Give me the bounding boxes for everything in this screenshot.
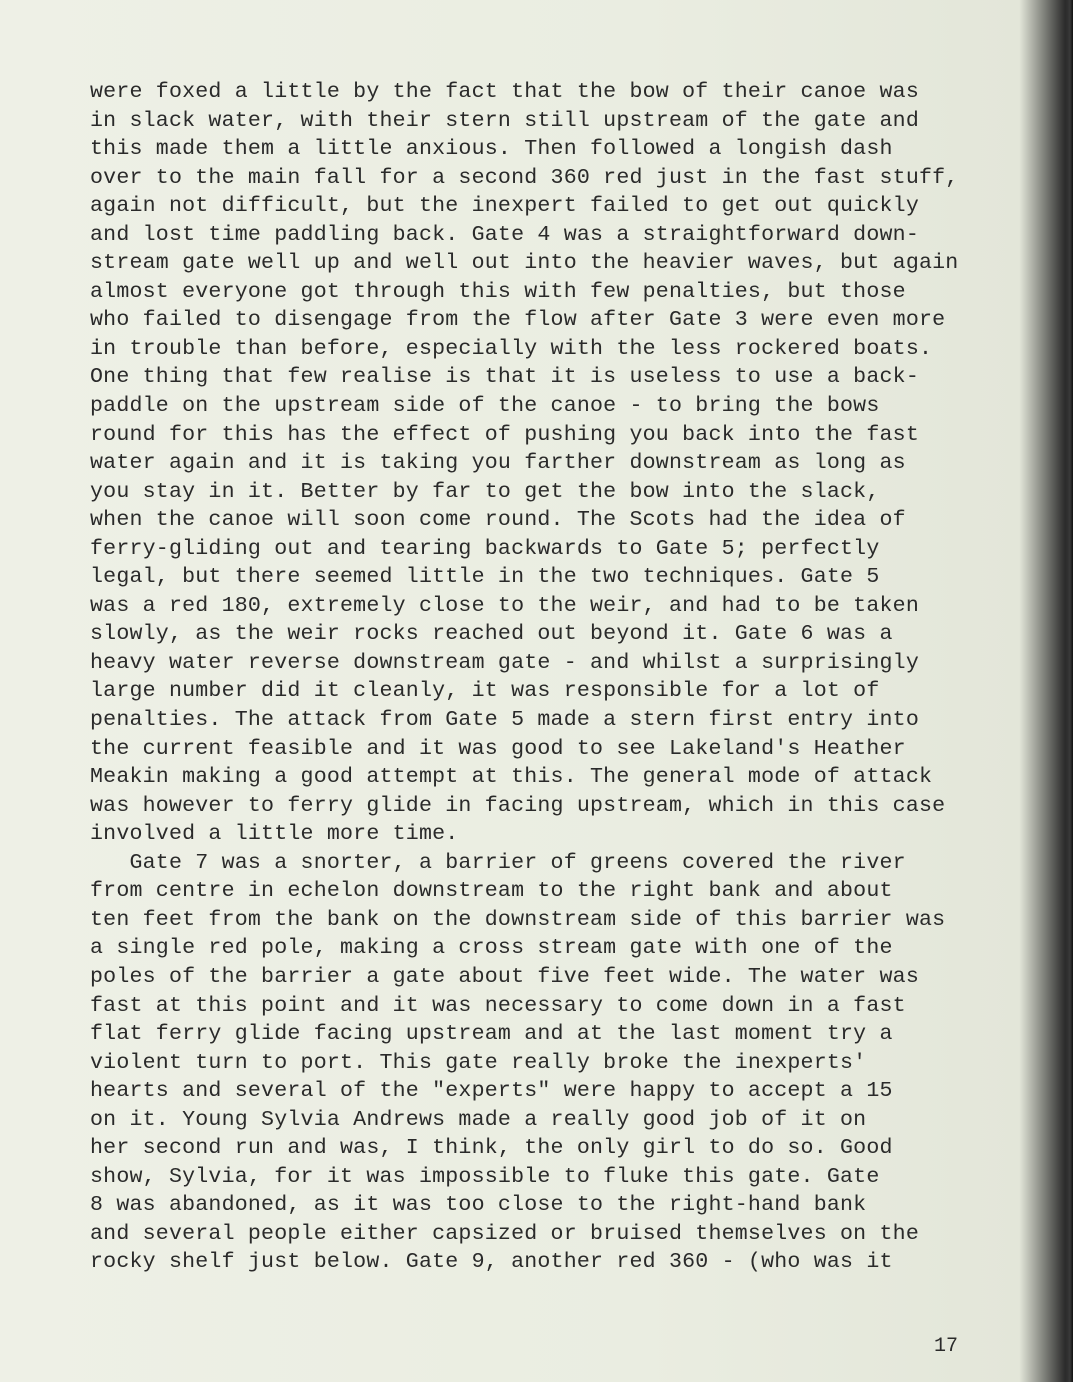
- text-line: round for this has the effect of pushing you back into the fast: [90, 422, 919, 447]
- text-line: a single red pole, making a cross stream gate with one of the: [90, 936, 893, 961]
- text-line: legal, but there seemed little in the two techniques. Gate 5: [90, 565, 880, 590]
- text-line: was however to ferry glide in facing upstream, which in this case: [90, 793, 946, 818]
- text-line: and lost time paddling back. Gate 4 was a straightforward down-: [90, 222, 919, 247]
- text-line: on it. Young Sylvia Andrews made a really good job of it on: [90, 1107, 867, 1132]
- text-line: 8 was abandoned, as it was too close to the right-hand bank: [90, 1193, 867, 1218]
- text-line: penalties. The attack from Gate 5 made a stern first entry into: [90, 708, 919, 733]
- text-line: and several people either capsized or bruised themselves on the: [90, 1221, 919, 1246]
- text-line: Gate 7 was a snorter, a barrier of greens covered the river: [90, 850, 906, 875]
- text-line: over to the main fall for a second 360 red just in the fast stuff,: [90, 165, 959, 190]
- text-line: in trouble than before, especially with the less rockered boats.: [90, 336, 933, 361]
- text-line: hearts and several of the "experts" were happy to accept a 15: [90, 1079, 893, 1104]
- text-line: again not difficult, but the inexpert failed to get out quickly: [90, 194, 919, 219]
- text-line: the current feasible and it was good to see Lakeland's Heather: [90, 736, 906, 761]
- text-line: slowly, as the weir rocks reached out beyond it. Gate 6 was a: [90, 622, 893, 647]
- text-line: in slack water, with their stern still upstream of the gate and: [90, 108, 919, 133]
- text-line: was a red 180, extremely close to the weir, and had to be taken: [90, 593, 919, 618]
- text-line: who failed to disengage from the flow after Gate 3 were even more: [90, 308, 946, 333]
- text-line: large number did it cleanly, it was responsible for a lot of: [90, 679, 880, 704]
- text-line: rocky shelf just below. Gate 9, another red 360 - (who was it: [90, 1250, 893, 1275]
- text-line: ten feet from the bank on the downstream side of this barrier was: [90, 907, 946, 932]
- body-text: [90, 78, 1040, 1277]
- text-line: poles of the barrier a gate about five feet wide. The water was: [90, 964, 919, 989]
- text-line: her second run and was, I think, the only girl to do so. Good: [90, 1136, 893, 1161]
- text-line: violent turn to port. This gate really broke the inexperts': [90, 1050, 867, 1075]
- text-line: heavy water reverse downstream gate - and whilst a surprisingly: [90, 650, 919, 675]
- text-line: were foxed a little by the fact that the bow of their canoe was: [90, 80, 919, 104]
- text-line: this made them a little anxious. Then followed a longish dash: [90, 137, 893, 162]
- text-line: water again and it is taking you farther downstream as long as: [90, 451, 906, 476]
- text-line: when the canoe will soon come round. The Scots had the idea of: [90, 508, 906, 533]
- text-line: you stay in it. Better by far to get the bow into the slack,: [90, 479, 880, 504]
- text-line: almost everyone got through this with few penalties, but those: [90, 279, 906, 304]
- text-line: show, Sylvia, for it was impossible to fluke this gate. Gate: [90, 1164, 880, 1189]
- text-line: Meakin making a good attempt at this. The general mode of attack: [90, 765, 933, 790]
- text-line: One thing that few realise is that it is useless to use a back-: [90, 365, 919, 390]
- text-line: fast at this point and it was necessary to come down in a fast: [90, 993, 906, 1018]
- page-number: 17: [934, 1335, 959, 1358]
- text-line: paddle on the upstream side of the canoe - to bring the bows: [90, 394, 880, 419]
- text-line: flat ferry glide facing upstream and at the last moment try a: [90, 1022, 893, 1047]
- text-line: stream gate well up and well out into the heavier waves, but again: [90, 251, 959, 276]
- text-line: from centre in echelon downstream to the right bank and about: [90, 879, 893, 904]
- text-line: involved a little more time.: [90, 822, 459, 847]
- text-line: ferry-gliding out and tearing backwards to Gate 5; perfectly: [90, 536, 880, 561]
